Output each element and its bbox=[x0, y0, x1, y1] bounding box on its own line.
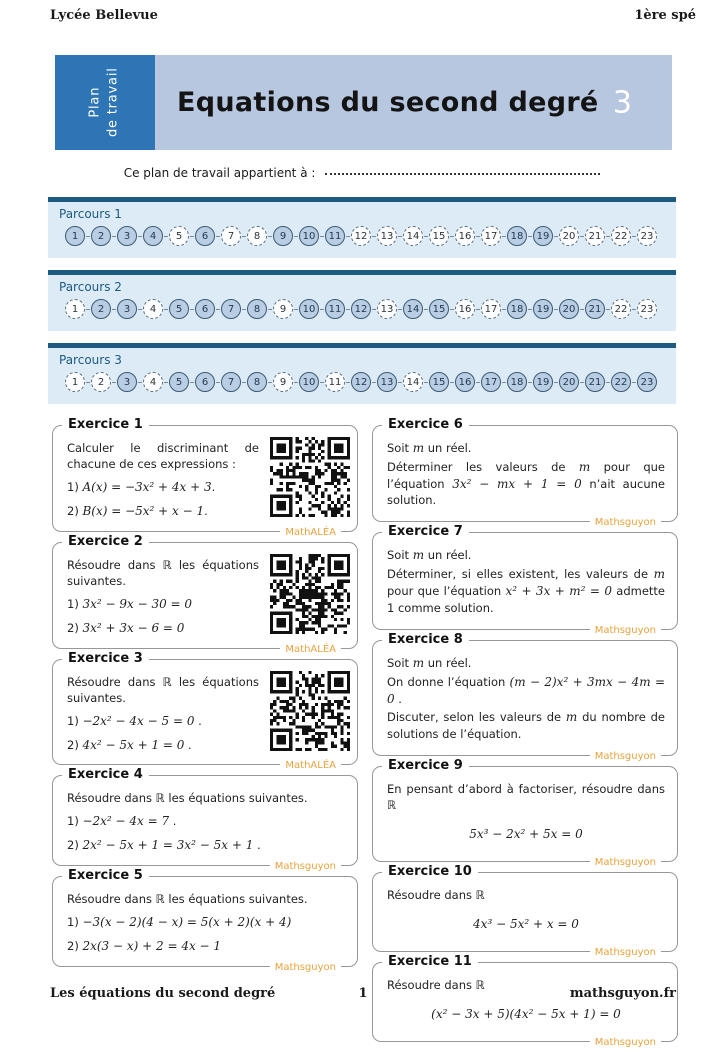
exercise-text-line bbox=[387, 674, 665, 708]
step-connector bbox=[216, 382, 220, 383]
equation-line bbox=[387, 1006, 665, 1023]
footer-page-number: 1 bbox=[358, 986, 368, 1001]
parcours-step-todo: 23 bbox=[637, 226, 657, 246]
parcours-step-todo: 1 bbox=[65, 372, 85, 392]
parcours-step-done: 10 bbox=[299, 372, 319, 392]
exercise-title: Exercice 11 bbox=[382, 954, 478, 969]
math-expression: m bbox=[578, 459, 591, 474]
parcours-label: Parcours 3 bbox=[59, 353, 122, 367]
parcours-box bbox=[48, 270, 676, 331]
math-expression: 2x² − 5x + 1 = 3x² − 5x + 1 bbox=[82, 838, 254, 853]
parcours-step-done: 4 bbox=[143, 226, 163, 246]
text-segment: 2) bbox=[67, 938, 83, 953]
step-connector bbox=[424, 309, 428, 310]
step-connector bbox=[554, 236, 558, 237]
step-connector bbox=[606, 236, 610, 237]
step-connector bbox=[476, 236, 480, 237]
text-segment: n’ait aucune solution. bbox=[387, 476, 665, 508]
step-connector bbox=[398, 236, 402, 237]
parcours-step-done: 3 bbox=[117, 299, 137, 319]
parcours-step-done: 3 bbox=[117, 226, 137, 246]
exercise-box bbox=[52, 533, 358, 655]
step-connector bbox=[580, 309, 584, 310]
exercise-source-label: Mathsguyon bbox=[590, 947, 661, 958]
math-expression: x² + 3x + m² = 0 bbox=[505, 584, 613, 599]
step-connector bbox=[554, 382, 558, 383]
parcours-step-done: 2 bbox=[91, 299, 111, 319]
step-connector bbox=[86, 236, 90, 237]
math-expression: m bbox=[412, 655, 425, 670]
header-school: Lycée Bellevue bbox=[50, 8, 158, 23]
text-segment: du nombre de solutions de l’équation. bbox=[387, 710, 665, 742]
step-connector bbox=[372, 382, 376, 383]
parcours-box bbox=[48, 343, 676, 404]
parcours-step-done: 13 bbox=[377, 372, 397, 392]
exercise-title: Exercice 7 bbox=[382, 524, 469, 539]
math-expression: −3(x − 2)(4 − x) = 5(x + 2)(x + 4) bbox=[82, 915, 292, 930]
text-segment: . bbox=[394, 691, 402, 706]
parcours-step-todo: 20 bbox=[559, 226, 579, 246]
qr-code-canvas bbox=[270, 437, 350, 517]
step-connector bbox=[372, 236, 376, 237]
text-segment: On donne l’équation bbox=[387, 674, 510, 689]
parcours-step-done: 8 bbox=[247, 299, 267, 319]
step-connector bbox=[112, 309, 116, 310]
parcours-step-todo: 22 bbox=[611, 226, 631, 246]
parcours-step-todo: 13 bbox=[377, 226, 397, 246]
parcours-step-done: 19 bbox=[533, 226, 553, 246]
step-connector bbox=[424, 236, 428, 237]
math-expression: m bbox=[412, 548, 425, 563]
exercise-text-line bbox=[67, 440, 259, 472]
exercise-text-line bbox=[387, 781, 665, 813]
text-segment: En pensant d’abord à factoriser, résoudre dans ℝ bbox=[387, 782, 665, 813]
footer-chapter-title: Les équations du second degré bbox=[50, 986, 276, 1001]
exercise-title: Exercice 9 bbox=[382, 758, 469, 773]
parcours-circle-row bbox=[57, 226, 667, 246]
chapter-number: 3 bbox=[612, 85, 632, 120]
exercise-text-line bbox=[387, 566, 665, 616]
page-header bbox=[50, 8, 696, 23]
exercises-right-column bbox=[372, 417, 678, 1052]
step-connector bbox=[320, 236, 324, 237]
text-segment: 1) bbox=[67, 713, 83, 728]
exercise-box bbox=[372, 631, 678, 763]
exercise-text-line bbox=[67, 674, 259, 706]
step-connector bbox=[502, 382, 506, 383]
step-connector bbox=[164, 382, 168, 383]
step-connector bbox=[346, 236, 350, 237]
exercise-source-label: Mathsguyon bbox=[270, 861, 341, 872]
exercise-box bbox=[52, 417, 358, 538]
exercise-content bbox=[387, 440, 665, 508]
parcours-step-done: 17 bbox=[481, 372, 501, 392]
text-segment: Déterminer, si elles existent, les valeurs de bbox=[387, 567, 654, 582]
step-connector bbox=[216, 236, 220, 237]
step-connector bbox=[528, 309, 532, 310]
parcours-step-todo: 23 bbox=[637, 299, 657, 319]
exercise-text-line bbox=[67, 891, 345, 907]
text-segment: 1) bbox=[67, 480, 83, 495]
step-connector bbox=[632, 309, 636, 310]
banner-vertical-label bbox=[87, 68, 123, 138]
text-segment: . bbox=[253, 838, 261, 853]
exercise-content bbox=[387, 781, 665, 843]
equation-line bbox=[387, 826, 665, 843]
text-segment: un réel. bbox=[424, 548, 472, 563]
step-connector bbox=[450, 382, 454, 383]
text-segment: Résoudre dans ℝ les équations suivantes. bbox=[67, 892, 308, 907]
math-expression: 4x² − 5x + 1 = 0 bbox=[82, 737, 185, 752]
exercise-box bbox=[372, 864, 678, 959]
parcours-step-todo: 15 bbox=[429, 226, 449, 246]
parcours-step-todo: 9 bbox=[273, 372, 293, 392]
exercise-title: Exercice 2 bbox=[62, 534, 149, 549]
math-expression: (m − 2)x² + 3mx − 4m = 0 bbox=[387, 674, 666, 706]
step-connector bbox=[554, 309, 558, 310]
step-connector bbox=[86, 309, 90, 310]
parcours-step-done: 3 bbox=[117, 372, 137, 392]
parcours-step-done: 5 bbox=[169, 372, 189, 392]
step-connector bbox=[164, 236, 168, 237]
step-connector bbox=[424, 382, 428, 383]
step-connector bbox=[606, 309, 610, 310]
exercise-title: Exercice 3 bbox=[62, 651, 149, 666]
exercise-text-line bbox=[387, 440, 665, 457]
qr-code-canvas bbox=[270, 671, 350, 751]
text-segment: 1) bbox=[67, 915, 83, 930]
parcours-step-done: 20 bbox=[559, 299, 579, 319]
parcours-step-done: 11 bbox=[325, 299, 345, 319]
step-connector bbox=[398, 382, 402, 383]
parcours-step-todo: 9 bbox=[273, 299, 293, 319]
parcours-step-done: 1 bbox=[65, 226, 85, 246]
step-connector bbox=[190, 309, 194, 310]
parcours-step-done: 7 bbox=[221, 372, 241, 392]
exercise-box bbox=[372, 954, 678, 1049]
parcours-step-done: 10 bbox=[299, 299, 319, 319]
owner-line bbox=[0, 166, 724, 180]
step-connector bbox=[528, 236, 532, 237]
parcours-circle-row bbox=[57, 299, 667, 319]
math-expression: 5x³ − 2x² + 5x = 0 bbox=[469, 827, 583, 842]
step-connector bbox=[632, 236, 636, 237]
exercise-title: Exercice 10 bbox=[382, 864, 478, 879]
text-segment: admette 1 comme solution. bbox=[387, 584, 666, 615]
parcours-step-todo: 14 bbox=[403, 226, 423, 246]
page-footer bbox=[50, 986, 676, 1001]
banner-vertical-line1: Plan bbox=[87, 87, 103, 118]
parcours-step-done: 22 bbox=[611, 372, 631, 392]
exercise-title: Exercice 8 bbox=[382, 632, 469, 647]
step-connector bbox=[476, 309, 480, 310]
parcours-step-done: 11 bbox=[325, 226, 345, 246]
math-expression: 3x² − mx + 1 = 0 bbox=[452, 476, 582, 491]
parcours-step-todo: 8 bbox=[247, 226, 267, 246]
parcours-step-done: 21 bbox=[585, 372, 605, 392]
step-connector bbox=[320, 309, 324, 310]
step-connector bbox=[372, 309, 376, 310]
parcours-step-todo: 21 bbox=[585, 226, 605, 246]
math-expression: A(x) = −3x² + 4x + 3 bbox=[82, 480, 212, 495]
parcours-step-done: 18 bbox=[507, 226, 527, 246]
text-segment: . bbox=[194, 713, 202, 728]
parcours-step-todo: 14 bbox=[403, 372, 423, 392]
step-connector bbox=[398, 309, 402, 310]
step-connector bbox=[294, 236, 298, 237]
exercise-source-label: Mathsguyon bbox=[590, 625, 661, 636]
text-segment: . bbox=[211, 480, 216, 495]
parcours-label: Parcours 2 bbox=[59, 280, 122, 294]
step-connector bbox=[502, 236, 506, 237]
parcours-step-todo: 4 bbox=[143, 299, 163, 319]
exercise-content bbox=[387, 887, 665, 933]
text-segment: 1) bbox=[67, 814, 83, 829]
parcours-step-todo: 22 bbox=[611, 299, 631, 319]
exercise-text-line bbox=[67, 557, 259, 589]
step-connector bbox=[216, 309, 220, 310]
text-segment: Soit bbox=[387, 548, 413, 563]
exercise-text-line bbox=[67, 813, 345, 830]
text-segment: Résoudre dans ℝ les équations suivantes. bbox=[67, 557, 259, 588]
step-connector bbox=[190, 382, 194, 383]
equation-line bbox=[387, 916, 665, 933]
qr-code-canvas bbox=[270, 554, 350, 634]
math-expression: m bbox=[653, 567, 665, 582]
exercise-source-label: MathALÉA bbox=[280, 644, 341, 655]
text-segment: Résoudre dans ℝ les équations suivantes. bbox=[67, 674, 259, 705]
exercise-box bbox=[372, 524, 678, 636]
parcours-step-done: 9 bbox=[273, 226, 293, 246]
parcours-step-done: 12 bbox=[351, 372, 371, 392]
exercise-box bbox=[52, 650, 358, 772]
exercise-source-label: Mathsguyon bbox=[590, 517, 661, 528]
step-connector bbox=[450, 236, 454, 237]
step-connector bbox=[268, 382, 272, 383]
text-segment: Soit bbox=[387, 655, 413, 670]
text-segment: un réel. bbox=[424, 655, 472, 670]
page-title: Equations du second degré bbox=[177, 87, 599, 118]
qr-code bbox=[270, 671, 350, 751]
text-segment: Résoudre dans ℝ bbox=[387, 978, 485, 993]
parcours-step-done: 6 bbox=[195, 372, 215, 392]
text-segment: 2) bbox=[67, 838, 83, 853]
parcours-step-done: 10 bbox=[299, 226, 319, 246]
parcours-step-done: 18 bbox=[507, 299, 527, 319]
exercise-source-label: Mathsguyon bbox=[590, 857, 661, 868]
step-connector bbox=[502, 309, 506, 310]
step-connector bbox=[242, 236, 246, 237]
step-connector bbox=[580, 382, 584, 383]
step-connector bbox=[242, 309, 246, 310]
step-connector bbox=[138, 309, 142, 310]
text-segment: Soit bbox=[387, 441, 413, 455]
text-segment: 2) bbox=[67, 503, 83, 518]
exercises-area bbox=[52, 417, 678, 1052]
exercise-text-line bbox=[387, 459, 665, 509]
text-segment: . bbox=[204, 503, 208, 518]
qr-code bbox=[270, 437, 350, 517]
exercise-text-line bbox=[387, 547, 665, 564]
exercise-box bbox=[372, 758, 678, 869]
footer-website: mathsguyon.fr bbox=[569, 986, 677, 1001]
parcours-step-done: 19 bbox=[533, 372, 553, 392]
exercise-content bbox=[387, 547, 665, 615]
text-segment: Calculer le discriminant de chacune de ces expressions : bbox=[67, 441, 259, 472]
exercise-box bbox=[372, 417, 678, 529]
exercise-text-line bbox=[67, 914, 345, 931]
parcours-step-todo: 7 bbox=[221, 226, 241, 246]
header-class-level: 1ère spé bbox=[634, 8, 696, 23]
step-connector bbox=[268, 236, 272, 237]
step-connector bbox=[112, 382, 116, 383]
text-segment: Résoudre dans ℝ bbox=[387, 888, 485, 903]
math-expression: 2x(3 − x) + 2 = 4x − 1 bbox=[82, 938, 222, 953]
step-connector bbox=[190, 236, 194, 237]
step-connector bbox=[346, 382, 350, 383]
text-segment: 1) bbox=[67, 596, 83, 611]
banner-side-panel bbox=[55, 55, 155, 150]
exercise-text-line bbox=[67, 938, 345, 955]
parcours-step-todo: 2 bbox=[91, 372, 111, 392]
math-expression: −2x² − 4x − 5 = 0 bbox=[82, 713, 195, 728]
math-expression: (x² − 3x + 5)(4x² − 5x + 1) = 0 bbox=[431, 1007, 621, 1022]
text-segment: 2) bbox=[67, 620, 83, 635]
parcours-step-done: 12 bbox=[351, 299, 371, 319]
parcours-step-done: 21 bbox=[585, 299, 605, 319]
exercise-text-line bbox=[387, 709, 665, 742]
exercise-box bbox=[52, 868, 358, 973]
step-connector bbox=[476, 382, 480, 383]
parcours-step-done: 23 bbox=[637, 372, 657, 392]
exercise-source-label: MathALÉA bbox=[280, 527, 341, 538]
step-connector bbox=[268, 309, 272, 310]
parcours-step-done: 14 bbox=[403, 299, 423, 319]
exercises-left-column bbox=[52, 417, 358, 1052]
banner-vertical-line2: de travail bbox=[106, 67, 121, 138]
parcours-step-done: 5 bbox=[169, 299, 189, 319]
parcours-step-todo: 17 bbox=[481, 299, 501, 319]
math-expression: m bbox=[565, 710, 578, 725]
exercise-content bbox=[387, 655, 665, 742]
parcours-step-done: 6 bbox=[195, 299, 215, 319]
parcours-step-todo: 16 bbox=[455, 299, 475, 319]
text-segment: Résoudre dans ℝ les équations suivantes. bbox=[67, 791, 308, 806]
parcours-label: Parcours 1 bbox=[59, 207, 122, 221]
parcours-step-done: 15 bbox=[429, 372, 449, 392]
step-connector bbox=[632, 382, 636, 383]
title-banner bbox=[55, 55, 672, 150]
parcours-list bbox=[48, 197, 676, 416]
math-expression: −2x² − 4x = 7 bbox=[82, 814, 170, 829]
parcours-step-todo: 1 bbox=[65, 299, 85, 319]
exercise-title: Exercice 5 bbox=[62, 868, 149, 883]
parcours-step-todo: 13 bbox=[377, 299, 397, 319]
text-segment: Discuter, selon les valeurs de bbox=[387, 710, 566, 725]
math-expression: m bbox=[412, 441, 425, 455]
text-segment: . bbox=[184, 737, 192, 752]
step-connector bbox=[528, 382, 532, 383]
exercise-source-label: Mathsguyon bbox=[590, 751, 661, 762]
text-segment: un réel. bbox=[424, 441, 472, 455]
math-expression: 3x² − 9x − 30 = 0 bbox=[82, 596, 193, 611]
step-connector bbox=[164, 309, 168, 310]
exercise-source-label: MathALÉA bbox=[280, 760, 341, 771]
text-segment: Déterminer les valeurs de bbox=[387, 459, 579, 474]
step-connector bbox=[450, 309, 454, 310]
parcours-step-done: 20 bbox=[559, 372, 579, 392]
exercise-box bbox=[52, 767, 358, 873]
step-connector bbox=[112, 236, 116, 237]
step-connector bbox=[138, 382, 142, 383]
math-expression: 3x² + 3x − 6 = 0 bbox=[82, 620, 185, 635]
parcours-step-todo: 12 bbox=[351, 226, 371, 246]
exercise-content bbox=[67, 790, 345, 854]
parcours-step-done: 7 bbox=[221, 299, 241, 319]
name-blank-line bbox=[325, 173, 600, 175]
parcours-step-done: 19 bbox=[533, 299, 553, 319]
exercise-text-line bbox=[67, 790, 345, 806]
step-connector bbox=[346, 309, 350, 310]
exercise-title: Exercice 4 bbox=[62, 767, 149, 782]
parcours-circle-row bbox=[57, 372, 667, 392]
parcours-step-todo: 16 bbox=[455, 226, 475, 246]
qr-code bbox=[270, 554, 350, 634]
step-connector bbox=[294, 309, 298, 310]
exercise-title: Exercice 1 bbox=[62, 417, 149, 432]
parcours-step-done: 2 bbox=[91, 226, 111, 246]
parcours-step-done: 8 bbox=[247, 372, 267, 392]
exercise-source-label: Mathsguyon bbox=[270, 962, 341, 973]
exercise-text-line bbox=[387, 655, 665, 672]
exercise-text-line bbox=[387, 887, 665, 903]
text-segment: 2) bbox=[67, 737, 83, 752]
text-segment: . bbox=[169, 814, 177, 829]
parcours-step-todo: 17 bbox=[481, 226, 501, 246]
step-connector bbox=[86, 382, 90, 383]
text-segment: pour que l’équation bbox=[387, 459, 665, 491]
parcours-box bbox=[48, 197, 676, 258]
parcours-step-todo: 5 bbox=[169, 226, 189, 246]
banner-main bbox=[155, 55, 672, 150]
text-segment: pour que l’équation bbox=[387, 584, 506, 599]
parcours-step-done: 6 bbox=[195, 226, 215, 246]
step-connector bbox=[242, 382, 246, 383]
step-connector bbox=[294, 382, 298, 383]
exercise-content bbox=[67, 891, 345, 955]
math-expression: B(x) = −5x² + x − 1 bbox=[82, 503, 205, 518]
step-connector bbox=[580, 236, 584, 237]
parcours-step-done: 15 bbox=[429, 299, 449, 319]
exercise-title: Exercice 6 bbox=[382, 417, 469, 432]
step-connector bbox=[320, 382, 324, 383]
exercise-text-line bbox=[67, 837, 345, 854]
parcours-step-done: 18 bbox=[507, 372, 527, 392]
step-connector bbox=[138, 236, 142, 237]
parcours-step-todo: 11 bbox=[325, 372, 345, 392]
math-expression: 4x³ − 5x² + x = 0 bbox=[473, 917, 579, 932]
exercise-source-label: Mathsguyon bbox=[590, 1037, 661, 1048]
parcours-step-todo: 4 bbox=[143, 372, 163, 392]
owner-label: Ce plan de travail appartient à : bbox=[123, 166, 316, 180]
parcours-step-done: 16 bbox=[455, 372, 475, 392]
step-connector bbox=[606, 382, 610, 383]
